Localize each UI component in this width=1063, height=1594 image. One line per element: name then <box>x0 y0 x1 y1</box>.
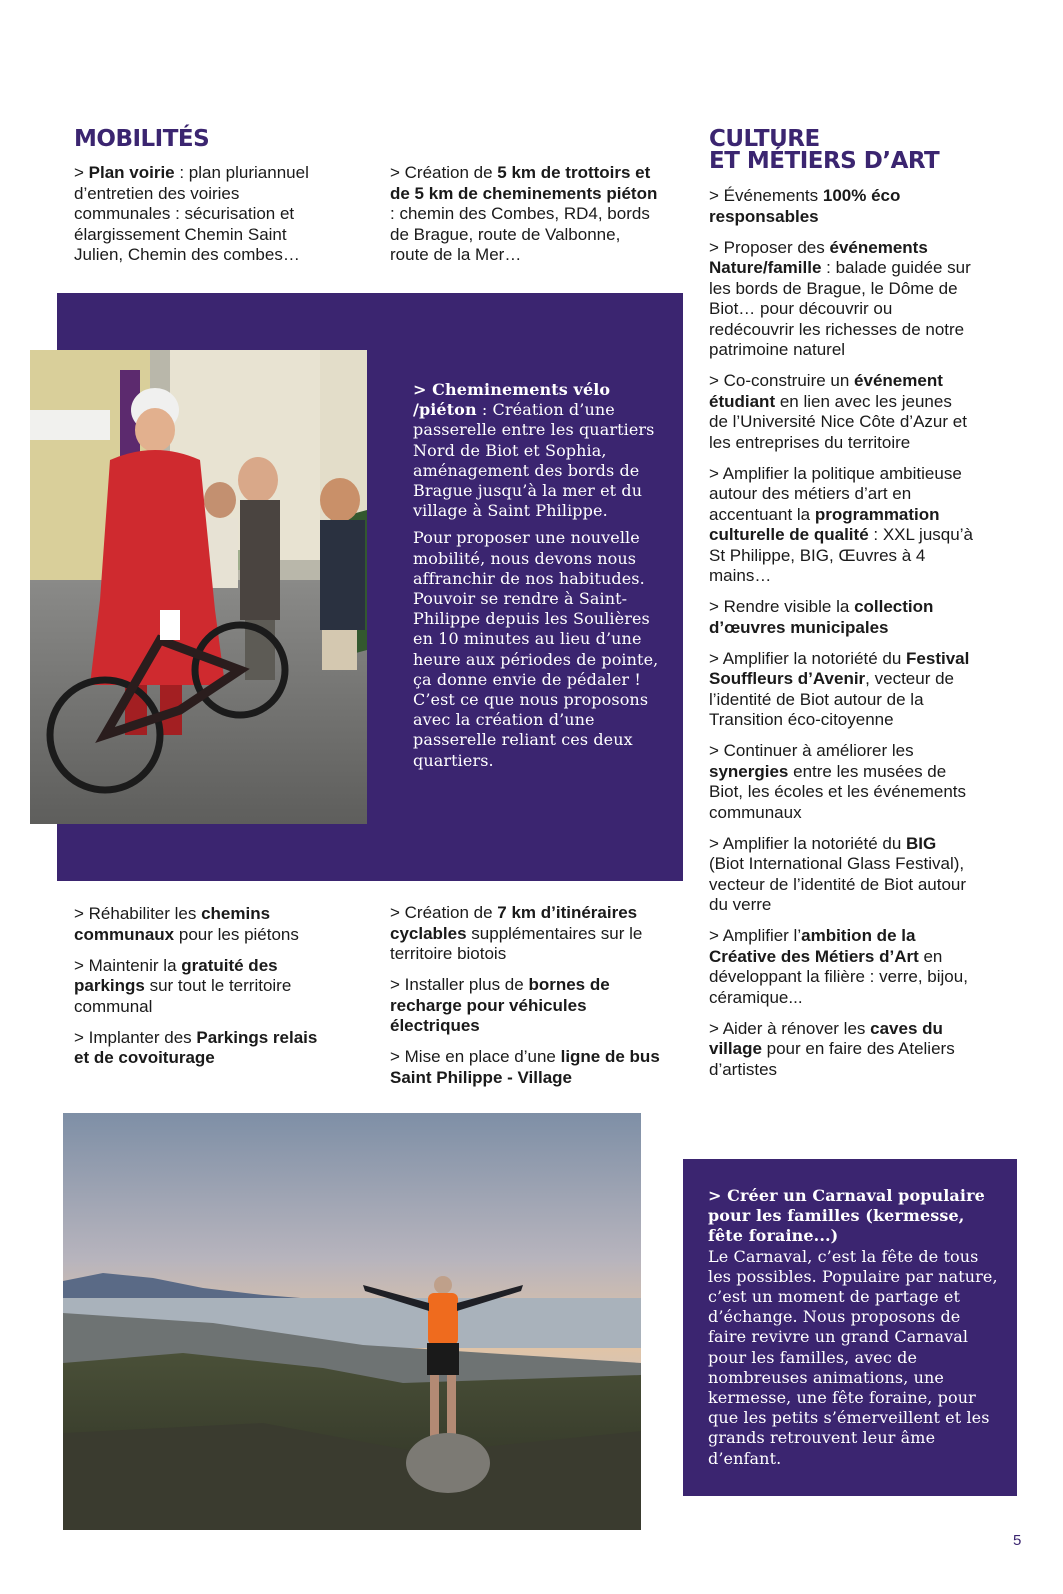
list-item: > Amplifier la notoriété du Festival Souffleurs d’Avenir, vecteur de l’identité de Biot autour de la Transition éco-citoyenne <box>709 648 970 729</box>
page-number: 5 <box>1013 1532 1022 1549</box>
photo-bicycle <box>30 350 367 824</box>
culture-title-line1: CULTURE <box>709 126 820 152</box>
list-item: > Continuer à améliorer les synergies entre les musées de Biot, les écoles et les événements communaux <box>709 741 967 822</box>
carnaval-box-text <box>708 1186 1000 1469</box>
culture-title <box>709 128 939 172</box>
mobilites-col1 <box>74 163 336 276</box>
mobilites-title: MOBILITÉS <box>74 126 210 152</box>
list-item: > Événements 100% éco responsables <box>709 186 901 226</box>
mobilites-col2 <box>390 163 662 276</box>
photo-landscape <box>63 1113 641 1530</box>
list-item: > Aider à rénover les caves du village pour en faire des Ateliers d’artistes <box>709 1018 955 1079</box>
list-item: > Réhabiliter les chemins communaux pour les piétons <box>74 904 299 944</box>
list-item: > Création de 7 km d’itinéraires cyclables supplémentaires sur le territoire biotois <box>390 903 643 963</box>
list-item: > Amplifier l’ambition de la Créative des Métiers d’Art en développant la filière : verre, bijou, céramique... <box>709 926 968 1007</box>
mobilites-col4 <box>390 903 662 1099</box>
box-paragraph-1: > Cheminements vélo /piéton : Création d’une passerelle entre les quartiers Nord de Biot et Sophia, aménagement des bords de Brague jusqu’à la mer et du village à Saint Philippe. <box>413 380 655 521</box>
list-item: > Proposer des événements Nature/famille : balade guidée sur les bords de Brague, le Dôme de Biot… pour découvrir ou redécouvrir les richesses de notre patrimoine naturel <box>709 237 971 359</box>
list-item: > Amplifier la politique ambitieuse autour des métiers d’art en accentuant la programmation culturelle de qualité : XXL jusqu’à St Philippe, BIG, Œuvres à 4 mains… <box>709 463 973 585</box>
list-item: > Installer plus de bornes de recharge pour véhicules électriques <box>390 975 610 1035</box>
list-item: > Amplifier la notoriété du BIG (Biot International Glass Festival), vecteur de l’identité de Biot autour du verre <box>709 833 967 914</box>
mobilites-col3 <box>74 904 336 1079</box>
box-paragraph-2: Pour proposer une nouvelle mobilité, nous devons nous affranchir de nos habitudes. Pouvoir se rendre à Saint-Philippe depuis les Soulières en 10 minutes au lieu d’une heure aux périodes de pointe, ça donne envie de pédaler ! <box>413 528 659 689</box>
culture-title-line2: ET MÉTIERS D’ART <box>709 148 940 174</box>
list-item: > Rendre visible la collection d’œuvres municipales <box>709 597 934 637</box>
culture-list <box>709 186 974 1091</box>
list-item: > Plan voirie : plan pluriannuel d’entretien des voiries communales : sécurisation et élargissement Chemin Saint Julien, Chemin des combes… <box>74 163 309 264</box>
list-item: > Mise en place d’une ligne de bus Saint Philippe - Village <box>390 1047 660 1087</box>
list-item: > Création de 5 km de trottoirs et de 5 km de cheminements piéton : chemin des Combes, RD4, bords de Brague, route de Valbonne, route de la Mer… <box>390 163 658 264</box>
list-item: > Co-construire un événement étudiant en lien avec les jeunes de l’Université Nice Côte d’Azur et les entreprises du territoire <box>709 371 967 452</box>
carnaval-body: Le Carnaval, c’est la fête de tous les possibles. Populaire par nature, c’est un moment de partage et d’échange. Nous proposons de faire revivre un grand Carnaval pour les familles, avec de nombreuses animations, une kermesse, une fête foraine, pour que les petits s’émerveillent et les grands retrouvent leur âme d’enfant. <box>708 1246 998 1468</box>
carnaval-heading: > Créer un Carnaval populaire pour les familles (kermesse, fête foraine...) <box>708 1186 985 1246</box>
list-item: > Implanter des Parkings relais et de covoiturage <box>74 1027 318 1067</box>
list-item: > Maintenir la gratuité des parkings sur tout le territoire communal <box>74 955 292 1016</box>
mobilites-box-text <box>413 380 661 771</box>
box-paragraph-3: C’est ce que nous proposons avec la création d’une passerelle reliant ces deux quartiers. <box>413 690 649 770</box>
